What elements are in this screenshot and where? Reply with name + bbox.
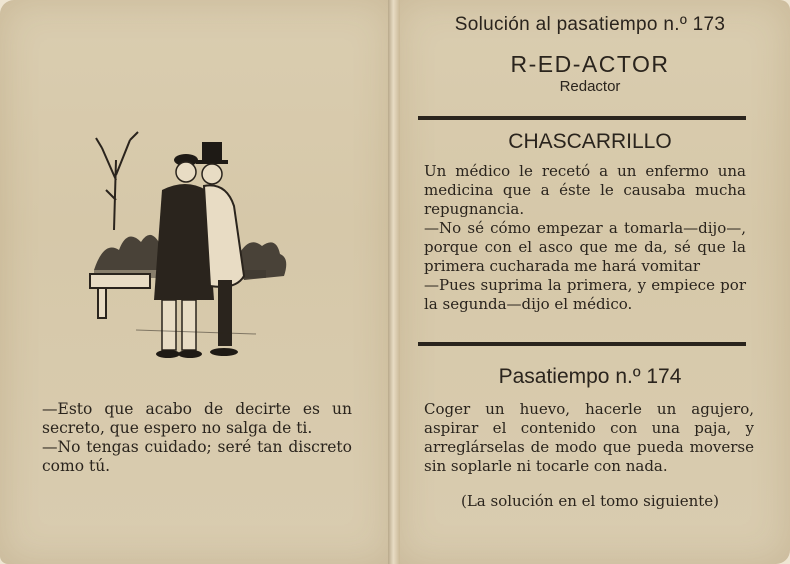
two-gentlemen-illustration xyxy=(66,120,316,370)
divider-rule xyxy=(418,342,746,346)
bench xyxy=(90,274,150,318)
puzzle-title: Pasatiempo n.º 174 xyxy=(498,365,682,388)
joke-paragraph-3: —Pues suprima la primera, y empiece por la segunda—dijo el médico. xyxy=(424,276,746,313)
puzzle-text: Coger un huevo, hacerle un agujero, aspirar el contenido con una paja, y arreglárselas de modo que pueda moverse sin soplarle ni tocarle con nada. xyxy=(424,400,754,475)
solution-title: Solución al pasatiempo n.º 173 xyxy=(454,14,726,35)
joke-text xyxy=(424,162,746,314)
joke-paragraph-1: Un médico le recetó a un enfermo una medicina que a éste le causaba mucha repugnancia. xyxy=(424,162,746,218)
solution-word: R-ED-ACTOR xyxy=(510,51,670,77)
solution-subtitle: Redactor xyxy=(559,78,621,95)
divider-rule xyxy=(418,116,746,120)
illustration-caption xyxy=(42,400,352,476)
caption-line-1: —Esto que acabo de decirte es un secreto, que espero no salga de ti. xyxy=(42,400,352,437)
joke-title: CHASCARRILLO xyxy=(508,130,672,153)
tree-branches xyxy=(96,132,138,230)
puzzle-note: (La solución en el tomo siguiente) xyxy=(460,492,720,510)
man-short xyxy=(154,154,214,358)
book-gutter xyxy=(388,0,400,564)
joke-paragraph-2: —No sé cómo empezar a tomarla—dijo—, porque con el asco que me da, sé que la primera cucharada me hará vomitar xyxy=(424,219,746,275)
caption-line-2: —No tengas cuidado; seré tan discreto como tú. xyxy=(42,438,352,475)
